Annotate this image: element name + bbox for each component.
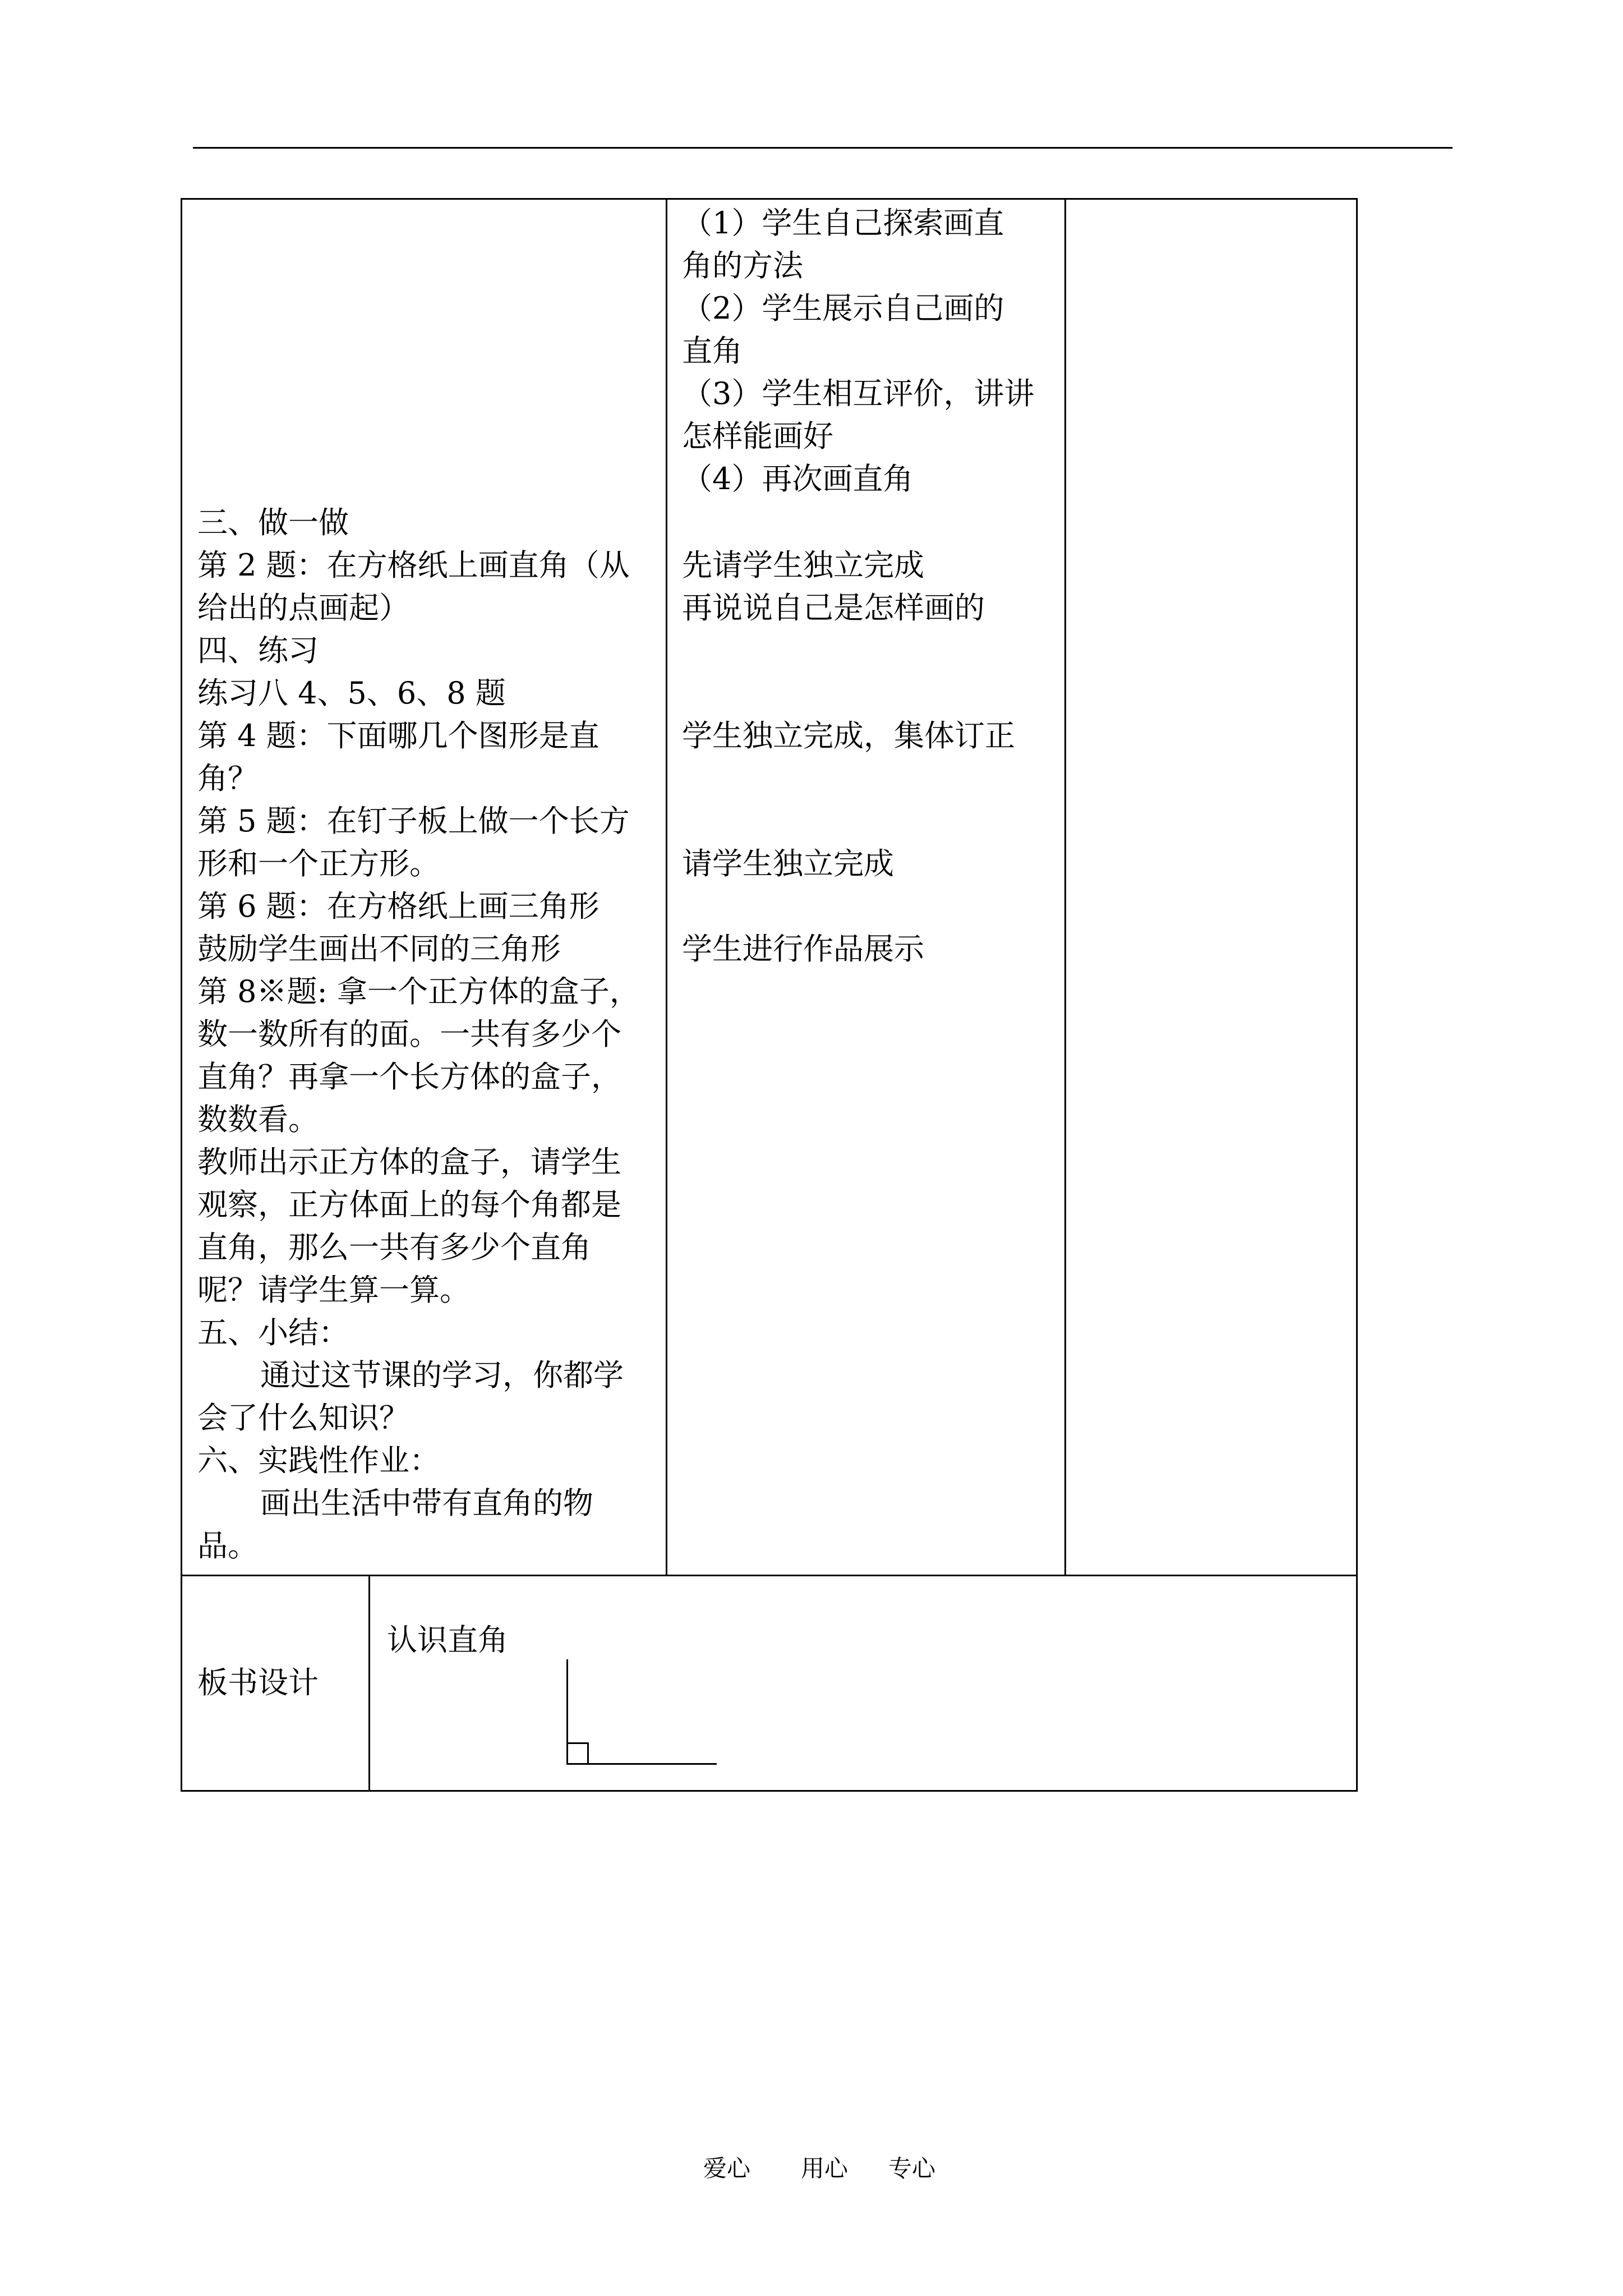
text-line: 第 4 题：下面哪几个图形是直 (197, 718, 600, 753)
text-line: 四、练习 (197, 633, 319, 668)
text-line: 观察，正方体面上的每个角都是 (197, 1187, 621, 1222)
text-line: 第 2 题：在方格纸上画直角（从 (197, 547, 630, 583)
text-line: 角？ (197, 761, 258, 796)
board-title: 认识直角 (387, 1622, 508, 1658)
footer-text-2: 用心 (801, 2155, 849, 2182)
note-line: 先请学生独立完成 (682, 547, 924, 583)
header-rule (193, 147, 1453, 149)
text-line: 第 6 题：在方格纸上画三角形 (197, 889, 600, 924)
board-label: 板书设计 (197, 1665, 319, 1700)
text-line: 五、小结： (197, 1315, 349, 1350)
text-line: 通过这节课的学习，你都学 (260, 1358, 624, 1393)
text-line: 鼓励学生画出不同的三角形 (197, 931, 561, 967)
note-line: 请学生独立完成 (682, 846, 894, 881)
text-line: 第 8※题: 拿一个正方体的盒子， (197, 974, 640, 1009)
text-line: 三、做一做 (197, 505, 349, 540)
text-line: 画出生活中带有直角的物 (260, 1485, 593, 1521)
text-line: 给出的点画起） (197, 590, 409, 625)
step-line: 角的方法 (682, 248, 803, 283)
text-line: 数一数所有的面。一共有多少个 (197, 1016, 621, 1052)
text-line: 六、实践性作业： (197, 1443, 440, 1478)
note-line: 学生独立完成，集体订正 (682, 718, 1015, 753)
footer-text-3: 专心 (888, 2155, 936, 2182)
note-line: 再说说自己是怎样画的 (682, 590, 985, 625)
step-line: （2）学生展示自己画的 (682, 291, 1004, 326)
text-line: 会了什么知识？ (197, 1400, 409, 1435)
text-line: 练习八 4、5、6、8 题 (197, 675, 506, 711)
right-angle-horizontal-line (566, 1763, 717, 1765)
text-line: 第 5 题：在钉子板上做一个长方 (197, 803, 630, 839)
footer-text-1: 爱心 (703, 2155, 751, 2182)
right-angle-marker (566, 1742, 589, 1765)
text-line: 直角，那么一共有多少个直角 (197, 1230, 591, 1265)
text-line: 品。 (197, 1528, 258, 1563)
step-line: 怎样能画好 (682, 418, 833, 454)
text-line: 呢？请学生算一算。 (197, 1272, 470, 1308)
text-line: 教师出示正方体的盒子，请学生 (197, 1144, 621, 1180)
note-line: 学生进行作品展示 (682, 931, 924, 967)
text-line: 形和一个正方形。 (197, 846, 440, 881)
step-line: （3）学生相互评价，讲讲 (682, 376, 1035, 411)
text-line: 数数看。 (197, 1102, 319, 1137)
table-cell-notes (1064, 198, 1358, 1576)
board-content-cell (368, 1575, 1358, 1792)
step-line: （1）学生自己探索画直 (682, 205, 1004, 241)
step-line: 直角 (682, 333, 743, 369)
step-line: （4）再次画直角 (682, 461, 914, 496)
text-line: 直角？再拿一个长方体的盒子， (197, 1059, 621, 1094)
